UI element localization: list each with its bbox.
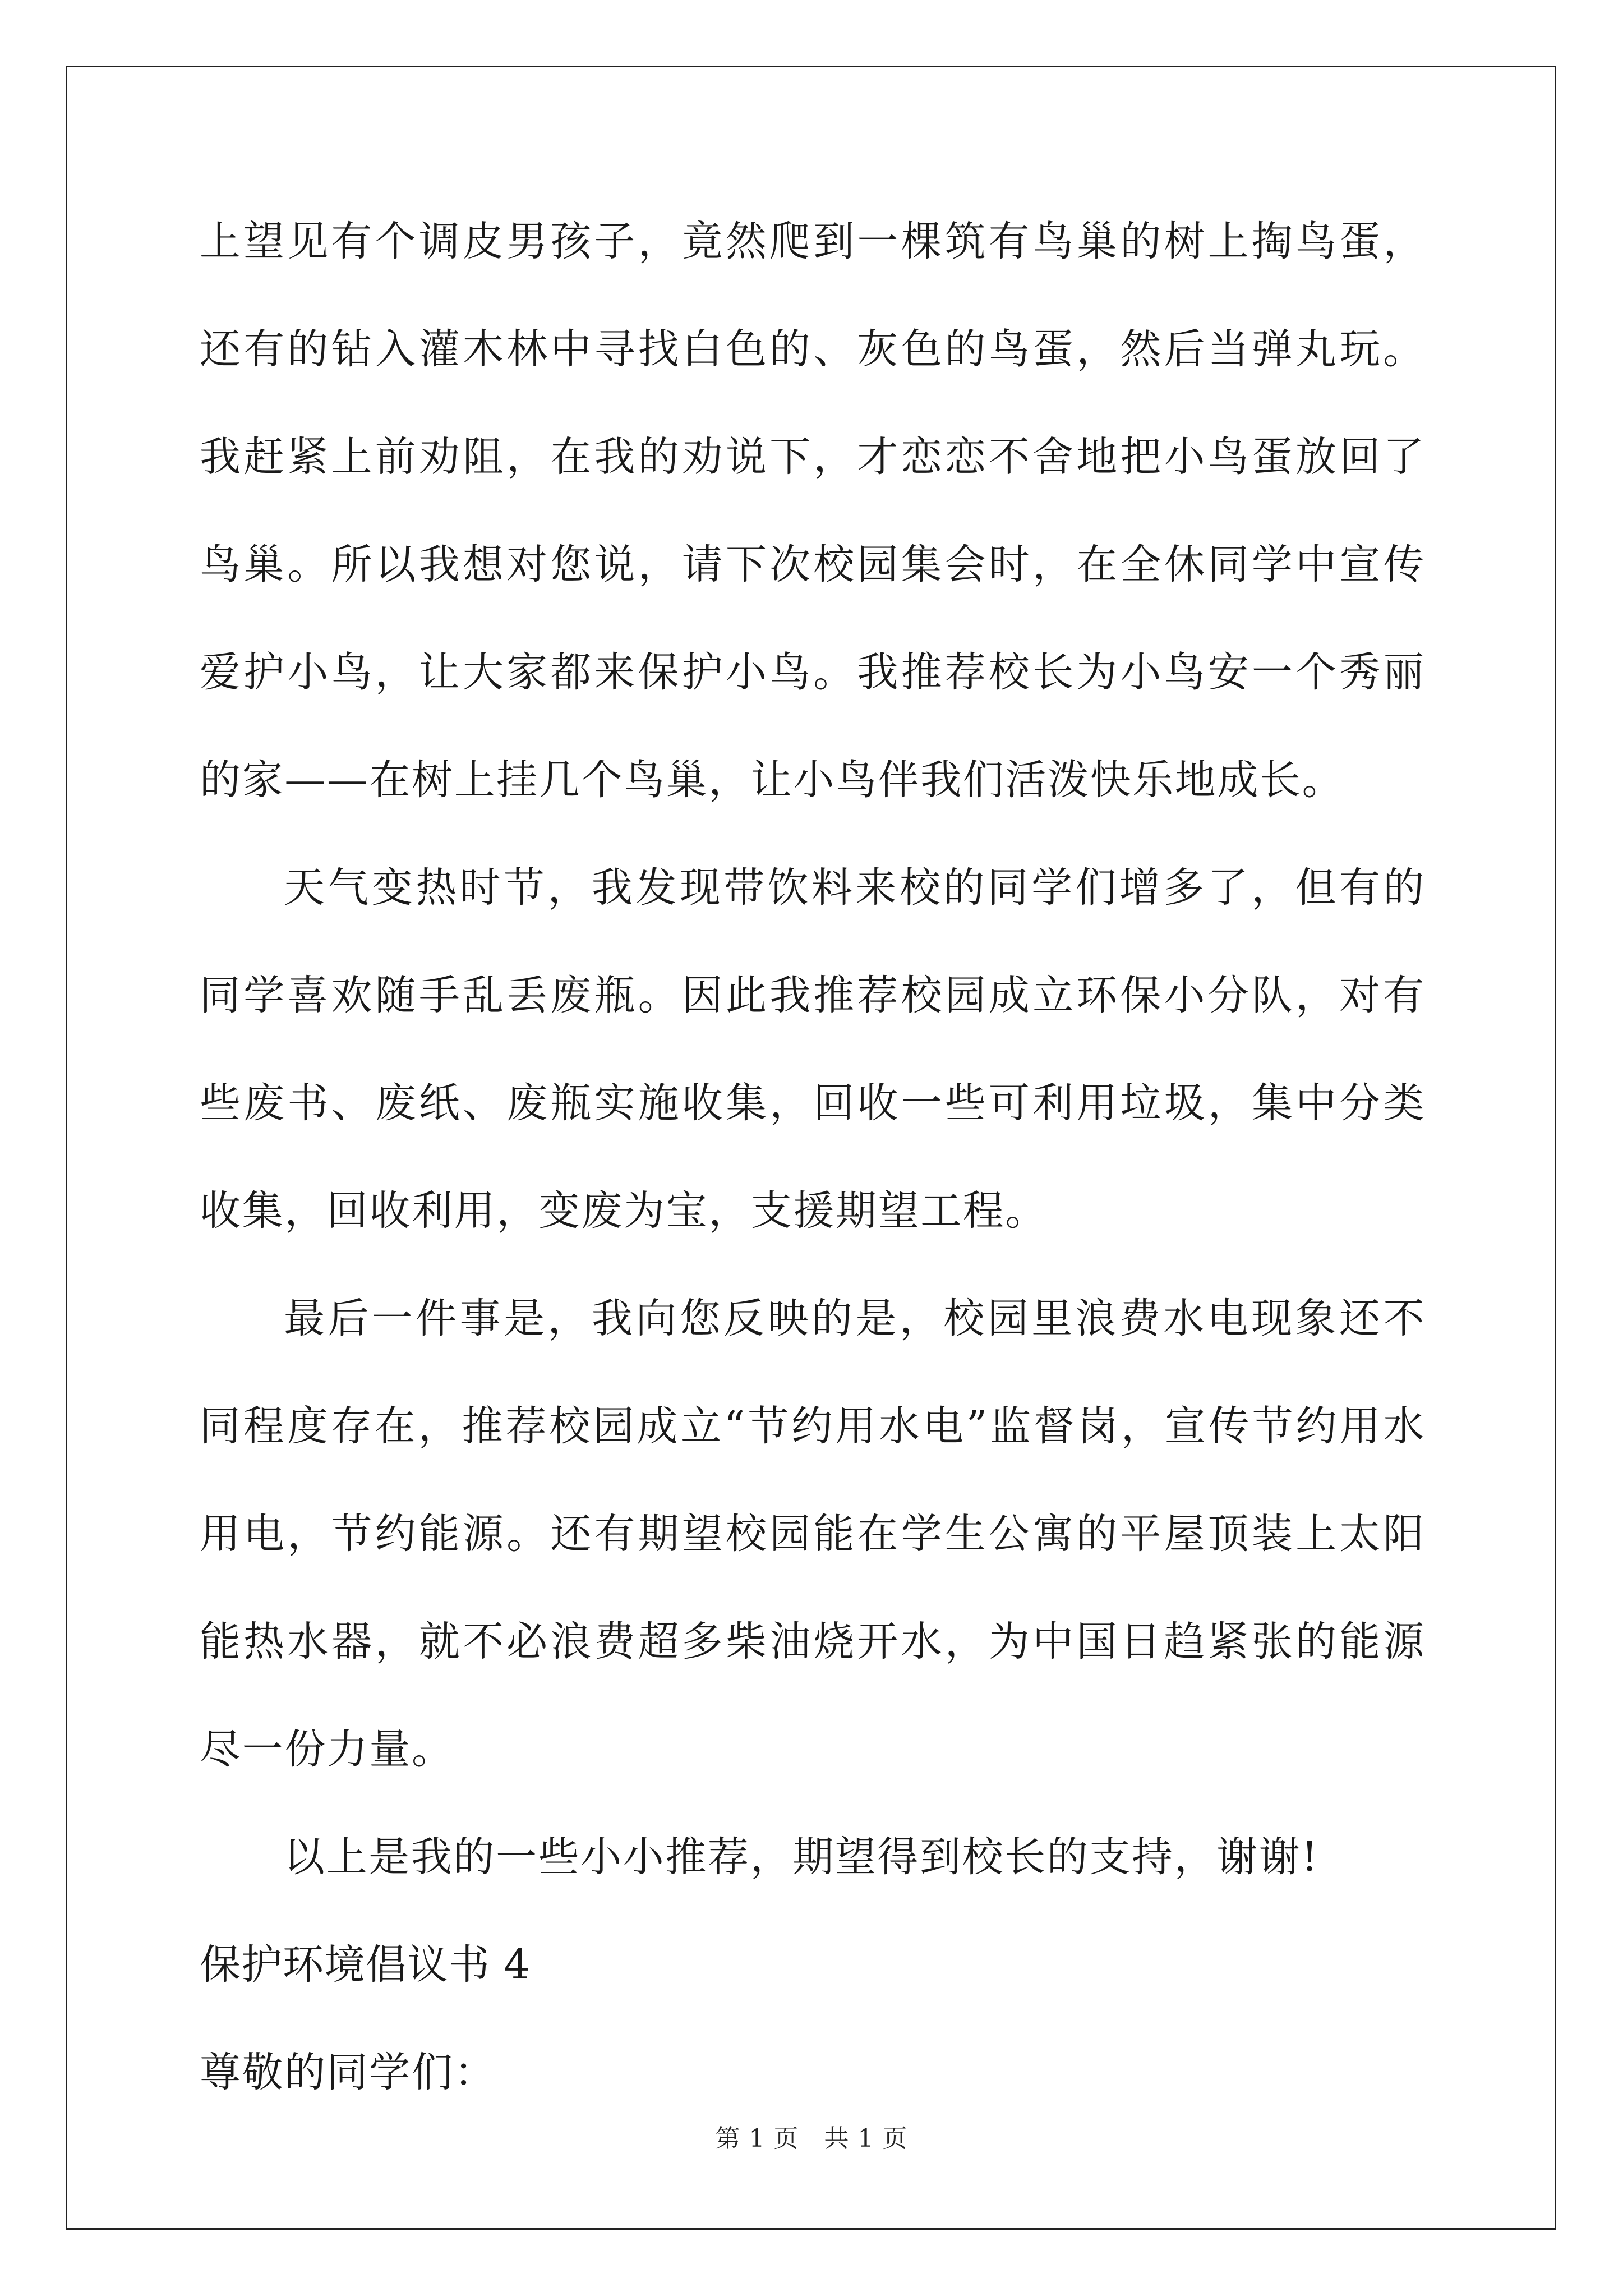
paragraph-bird-nests: 上望见有个调皮男孩子，竟然爬到一棵筑有鸟巢的树上掏鸟蛋，还有的钻入灌木林中寻找白色的、灰色的鸟蛋，然后当弹丸玩。我赶紧上前劝阻，在我的劝说下，才恋恋不舍地把小鸟蛋放回了鸟巢。所以我想对您说，请下次校园集会时，在全休同学中宣传爱护小鸟，让大家都来保护小鸟。我推荐校长为小鸟安一个秀丽的家——在树上挂几个鸟巢，让小鸟伴我们活泼快乐地成长。 xyxy=(200,218,1426,804)
salutation: 尊敬的同学们： xyxy=(200,2049,497,2096)
section-heading: 保护环境倡议书 4 xyxy=(200,1941,531,1989)
paragraph-recycling: 天气变热时节，我发现带饮料来校的同学们增多了，但有的同学喜欢随手乱丢废瓶。因此我推荐校园成立环保小分队，对有些废书、废纸、废瓶实施收集，回收一些可利用垃圾，集中分类收集，回收利用，变废为宝，支援期望工程。 xyxy=(200,864,1426,1235)
document-body xyxy=(200,188,1426,2127)
paragraph-closing: 以上是我的一些小小推荐，期望得到校长的支持，谢谢! xyxy=(284,1833,1320,1881)
paragraph-save-energy: 最后一件事是，我向您反映的是，校园里浪费水电现象还不同程度存在，推荐校园成立“节约用水电”监督岗，宣传节约用水用电，节约能源。还有期望校园能在学生公寓的平屋顶装上太阳能热水器，就不必浪费超多柴油烧开水，为中国日趋紧张的能源尽一份力量。 xyxy=(200,1295,1426,1773)
page-number-footer: 第 1 页 共 1 页 xyxy=(715,2124,908,2153)
